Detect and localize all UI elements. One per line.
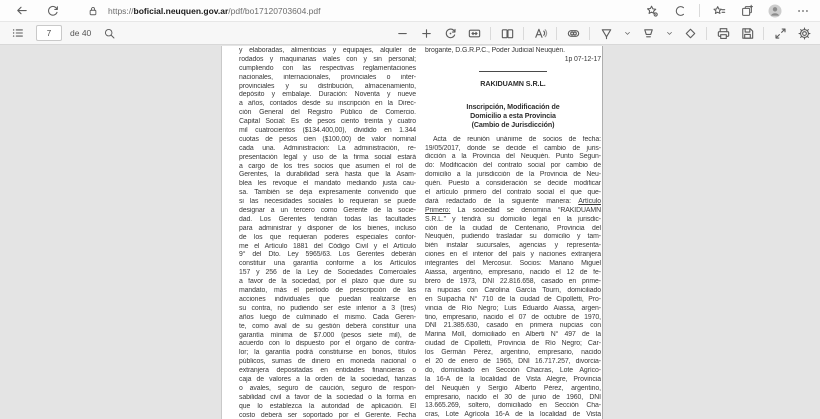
rotate-button[interactable] bbox=[442, 25, 458, 41]
back-arrow-icon bbox=[14, 3, 29, 18]
text-line: Capital Social: Es de pesos ciento treinta y cuatro bbox=[239, 118, 416, 126]
text-line: a años, contados desde su inscripción en la Direc- bbox=[239, 100, 416, 108]
text-line: el 20 de enero de 1965, DNI 16.717.257, divorcia- bbox=[425, 357, 601, 365]
notice-title: RAKIDUAMN S.R.L. bbox=[480, 78, 546, 88]
text-line: acciones individuales que puedan realizarse en bbox=[239, 295, 416, 303]
text-line: integrantes del Mercosur. Socios: Mariano Miguel bbox=[425, 260, 601, 268]
fullscreen-expand-icon bbox=[773, 26, 788, 41]
text-line: para administrar y disponer de los bienes, incluso bbox=[239, 224, 416, 232]
fit-to-width-button[interactable] bbox=[466, 25, 482, 41]
text-line: domicilio a la jurisdicción de la Provincia de Neu- bbox=[425, 171, 601, 179]
text-line: años luego de culminado el mismo. Cada Geren- bbox=[239, 313, 416, 321]
text-line: mil cuatrocientos ($134.400,00), dividido en 1.344 bbox=[239, 127, 416, 135]
text-line: cuotas de pesos cien ($100,00) de valor nominal bbox=[239, 135, 416, 143]
text-line: tino, empresario, nacido el 07 de octubre de 1970, bbox=[425, 313, 601, 321]
extension-button[interactable] bbox=[671, 2, 689, 20]
pdf-page bbox=[221, 46, 603, 419]
pdf-settings-button[interactable] bbox=[796, 25, 812, 41]
text-line: blea les revoque el mandato mediando justa cau- bbox=[239, 180, 416, 188]
chevron-down-icon bbox=[665, 29, 674, 38]
print-button[interactable] bbox=[715, 25, 731, 41]
text-line: cumpliendo con las respectivas reglamentaciones bbox=[239, 64, 416, 72]
text-line: ciones en el interior del país y naciones extranjera bbox=[425, 251, 601, 259]
ellipsis-icon bbox=[796, 4, 810, 18]
text-line: de los que requieran poderes especiales confor- bbox=[239, 233, 416, 241]
page-view-icon bbox=[500, 26, 515, 41]
text-line: cada una. Administracion: La administración, re- bbox=[239, 144, 416, 152]
text-line: dará redactado de la siguiente manera: Artículo bbox=[425, 197, 601, 205]
draw-options-button[interactable] bbox=[622, 25, 632, 41]
erase-button[interactable] bbox=[682, 25, 698, 41]
text-line: o avales, seguro de caución, seguro de respon- bbox=[239, 384, 416, 392]
subtitle-line: (Cambio de Jurisdicción) bbox=[471, 120, 555, 129]
notice-body bbox=[425, 136, 601, 419]
save-icon bbox=[740, 26, 755, 41]
print-icon bbox=[716, 26, 731, 41]
favorites-star-icon bbox=[712, 4, 726, 18]
collections-icon bbox=[740, 4, 754, 18]
site-security-button[interactable] bbox=[84, 2, 102, 20]
divider bbox=[556, 27, 557, 40]
pdf-viewer[interactable] bbox=[0, 46, 820, 419]
subtitle-line: Domicilio a esta Provincia bbox=[470, 111, 556, 120]
read-aloud-icon bbox=[533, 26, 548, 41]
address-bar[interactable] bbox=[108, 6, 320, 16]
text-line: ción de la ciudad de Centenario, Provincia del bbox=[425, 224, 601, 232]
section-divider bbox=[479, 71, 547, 72]
table-of-contents-icon bbox=[11, 26, 25, 40]
text-line: bién instalar sucursales, agencias y representa- bbox=[425, 242, 601, 250]
profile-avatar bbox=[767, 3, 783, 19]
rotate-icon bbox=[443, 26, 458, 41]
draw-button[interactable] bbox=[598, 25, 614, 41]
divider bbox=[523, 27, 524, 40]
plus-icon bbox=[419, 26, 434, 41]
url-domain: boficial.neuquen.gov.ar bbox=[133, 5, 229, 16]
settings-gear-icon bbox=[797, 26, 812, 41]
text-line: empresario, nacido el 30 de junio de 1960, DNI bbox=[425, 393, 601, 401]
text-line: 157 y 256 de la Ley de Sociedades Comerciales bbox=[239, 269, 416, 277]
url-path: /pdf/bo17120703604.pdf bbox=[228, 5, 321, 16]
text-line: brogante, D.G.R.P.C., Poder Judicial Neuquén. bbox=[425, 47, 565, 54]
text-line: dicción a la Provincia del Neuquén. Punto Segun- bbox=[425, 153, 601, 161]
text-line: Acta de reunión unánime de socios de fecha: bbox=[433, 135, 601, 143]
text-line: dad. Los Gerentes tendrán todas las facultades bbox=[239, 215, 416, 223]
add-text-button[interactable] bbox=[565, 25, 581, 41]
text-line: Aiassa, argentino, empresario, nacido el 12 de fe- bbox=[425, 269, 601, 277]
refresh-button[interactable] bbox=[44, 2, 62, 20]
text-line: presentación legal y uso de la firma social estará bbox=[239, 153, 416, 161]
highlight-options-button[interactable] bbox=[664, 25, 674, 41]
eraser-icon bbox=[683, 26, 698, 41]
text-line: vincia de Río Negro; Luis Eduardo Aiassa, argen- bbox=[425, 304, 601, 312]
more-menu-button[interactable] bbox=[794, 2, 812, 20]
star-gear-icon bbox=[645, 4, 659, 18]
text-line: do, domiciliado en Sección Chacras, Lote Agríco- bbox=[425, 366, 601, 374]
text-line: ción General del Registro Público de Comercio. bbox=[239, 109, 416, 117]
text-line: del Neuquén y Sergio Alberto Pérez, argentino, bbox=[425, 384, 601, 392]
page-count-label: de 40 bbox=[70, 28, 92, 38]
text-line: su contra, no pudiendo ser este inferior a 3 (tres) bbox=[239, 304, 416, 312]
text-line: el artículo primero del contrato social el que que- bbox=[425, 189, 601, 197]
divider bbox=[589, 27, 590, 40]
text-line: caja de valores a la orden de la sociedad, fianzas bbox=[239, 375, 416, 383]
text-line: lor; la garantía podrá constituirse en bonos, títulos bbox=[239, 349, 416, 357]
search-button[interactable] bbox=[101, 25, 117, 41]
text-line: a favor de la sociedad, por el plazo que dure su bbox=[239, 278, 416, 286]
text-line: provinciales y su distribución, almacenamiento, bbox=[239, 82, 416, 90]
highlighter-icon bbox=[641, 26, 656, 41]
url-scheme: https:// bbox=[108, 5, 134, 16]
read-aloud-button[interactable] bbox=[532, 25, 548, 41]
pen-icon bbox=[599, 26, 614, 41]
divider bbox=[699, 4, 700, 17]
profile-button[interactable] bbox=[766, 2, 784, 20]
text-line: 13.665.269, soltero, domiciliado en Sección Cha- bbox=[425, 402, 601, 410]
text-line: depósito y embalaje. Duración: Noventa y nueve bbox=[239, 91, 416, 99]
browser-actions bbox=[643, 2, 812, 20]
text-line: rodados y maquinarias viales con y sin personal; bbox=[239, 55, 416, 63]
text-line: la 16-A de la localidad de Vista Alegre, Provincia bbox=[425, 375, 601, 383]
text-line: costo deberá ser soportado por el Gerente. Fecha bbox=[239, 411, 416, 419]
text-line: cras, Lote Agrícola 16-A de la localidad de Vista bbox=[425, 411, 601, 419]
address-bar-row bbox=[0, 0, 820, 22]
previous-notice-tail bbox=[425, 47, 601, 65]
zoom-out-button[interactable] bbox=[394, 25, 410, 41]
text-line: S.R.L.” y tendrá su domicilio legal en la jurisdic- bbox=[425, 215, 601, 223]
text-line: Primero: La sociedad se denomina “RAKIDUAMN bbox=[425, 206, 601, 214]
text-line: a cargo de los tres socios que asumen el rol de bbox=[239, 162, 416, 170]
text-line: mandato, más el período de prescripción de las bbox=[239, 287, 416, 295]
text-line: designar a un tercero como Gerente de la socie- bbox=[239, 207, 416, 215]
text-line: te, como aval de su gestión deberá constituir una bbox=[239, 322, 416, 330]
zoom-in-button[interactable] bbox=[418, 25, 434, 41]
text-line: constituir una garantía conforme a los Artículos bbox=[239, 260, 416, 268]
c-shape-icon bbox=[673, 4, 687, 18]
text-line: ciudad de Cipolletti, Provincia de Río Negro; Car- bbox=[425, 340, 601, 348]
text-line: brero de 1973, DNI 22.816.658, casado en prime- bbox=[425, 277, 601, 285]
subtitle-line: Inscripción, Modificación de bbox=[466, 102, 560, 111]
text-line: 1p 07-12-17 bbox=[564, 55, 601, 63]
text-line: quén. Puesto a consideración se decide modificar bbox=[425, 180, 601, 188]
search-icon bbox=[103, 27, 116, 40]
text-line: nacionales, internacionales, provinciales o inter- bbox=[239, 73, 416, 81]
text-line: 19/05/2017, donde se decide el cambio de juris- bbox=[425, 144, 601, 152]
text-line: y elaboradas, alimenticias y equipajes, alquiler de bbox=[239, 47, 416, 54]
text-line: 9° del Dto. Ley 5965/63. Los Gerentes deberán bbox=[239, 251, 416, 259]
save-button[interactable] bbox=[739, 25, 755, 41]
text-line: Neuquén, pudiendo trasladar su domicilio y tam- bbox=[425, 233, 601, 241]
divider bbox=[706, 27, 707, 40]
back-button[interactable] bbox=[12, 2, 30, 20]
fit-to-width-icon bbox=[467, 26, 482, 41]
right-column bbox=[425, 47, 601, 419]
text-line: extranjera depositadas en entidades financieras o bbox=[239, 367, 416, 375]
left-column bbox=[239, 47, 416, 419]
text-line: do: Modificación del contrato social por cambio de bbox=[425, 162, 601, 170]
fullscreen-button[interactable] bbox=[772, 25, 788, 41]
page-number-input[interactable] bbox=[36, 25, 62, 41]
text-line: acuerdo con lo dispuesto por el órgano de contra- bbox=[239, 340, 416, 348]
text-line: sabilidad civil a favor de la sociedad o la forma en bbox=[239, 393, 416, 401]
table-of-contents-button[interactable] bbox=[10, 25, 26, 41]
divider bbox=[490, 27, 491, 40]
text-line: garantía mínima de $7.000 (pesos siete mil), de bbox=[239, 331, 416, 339]
text-line: públicos, sumas de dinero en moneda nacional o bbox=[239, 358, 416, 366]
text-line: los Germán Pérez, argentino, empresario, nacido bbox=[425, 349, 601, 357]
text-line: ra nupcias con Carolina García Tourn, domiciliado bbox=[425, 286, 601, 294]
text-line: Marina Moll, domiciliado en Alberti N° 497 de la bbox=[425, 331, 601, 339]
text-line: que lo establezca la autoridad de aplicación. El bbox=[239, 402, 416, 410]
notice-subtitle bbox=[425, 103, 601, 130]
divider bbox=[763, 27, 764, 40]
favorites-button[interactable] bbox=[710, 2, 728, 20]
chevron-down-icon bbox=[623, 29, 632, 38]
pdf-toolbar bbox=[0, 22, 820, 45]
text-line: si las necesidades sociales lo requieran se puede bbox=[239, 198, 416, 206]
minus-icon bbox=[395, 26, 410, 41]
refresh-icon bbox=[46, 4, 60, 18]
pdf-toolbar-actions bbox=[394, 25, 812, 41]
text-line: en Suipacha N° 710 de la ciudad de Cipolletti, Pro- bbox=[425, 295, 601, 303]
add-favorite-button[interactable] bbox=[643, 2, 661, 20]
text-line: DNI 21.385.630, casado en primera nupcias con bbox=[425, 322, 601, 330]
lock-icon bbox=[87, 5, 99, 17]
collections-button[interactable] bbox=[738, 2, 756, 20]
highlight-button[interactable] bbox=[640, 25, 656, 41]
text-line: Gerentes, la durabilidad será hasta que la Asam- bbox=[239, 171, 416, 179]
text-line: sa. También se deja expresamente convenido que bbox=[239, 189, 416, 197]
text-line: me el Artículo 1881 del Código Civil y el Artículo bbox=[239, 242, 416, 250]
page-view-button[interactable] bbox=[499, 25, 515, 41]
add-text-icon bbox=[566, 26, 581, 41]
